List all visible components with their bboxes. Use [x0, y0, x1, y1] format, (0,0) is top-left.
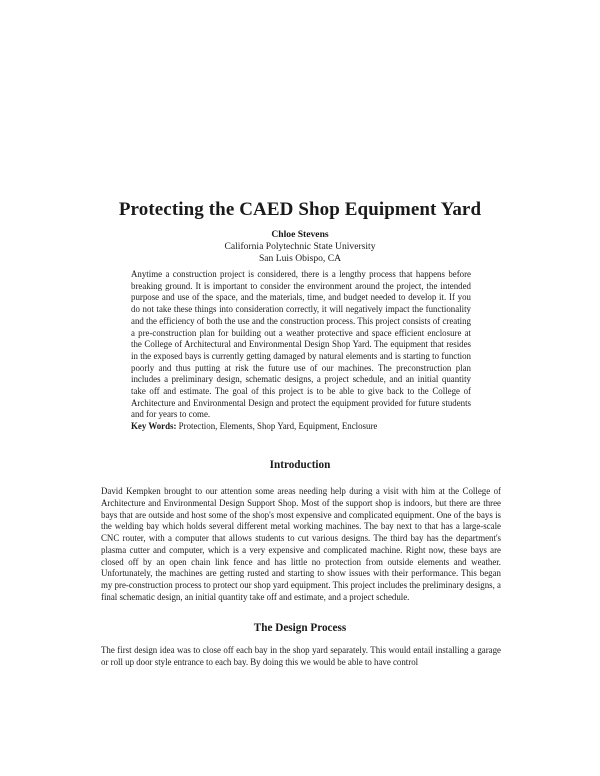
abstract: Anytime a construction project is considered, there is a lengthy process that happens before breaking ground. It is important to consider the environment around the project, the intended purpose and use of the space, and the materials, time, and budget needed to develop it. If you do not take these things into consideration correctly, it will negatively impact the functionality and the efficiency of both the use and the construction process. This project consists of creating a pre-construction plan for building out a weather protective and space efficient enclosure at the College of Architectural and Environmental Design Shop Yard. The equipment that resides in the exposed bays is currently getting damaged by natural elements and is starting to function poorly and thus putting at risk the future use of our machines. The preconstruction plan includes a preliminary design, schematic designs, a project schedule, and an initial quantity take off and estimate. The goal of this project is to be able to give back to the College of Architecture and Environmental Design and protect the equipment provided for future students and for years to come. [131, 269, 471, 420]
introduction-body: David Kempken brought to our attention some areas needing help during a visit with him at the College of Architecture and Environmental Design Support Shop. Most of the support shop is indoors, but there are three bays that are outside and host some of the shop's most expensive and complicated equipment. One of the bays is the welding bay which holds several different metal working machines. The bay next to that has a large-scale CNC router, with a computer that allows students to cut various designs. The third bay has the department's plasma cutter and computer, which is a very expensive and complicated machine. Right now, these bays are closed off by an open chain link fence and has little no protection from outside elements and weather. Unfortunately, the machines are getting rusted and starting to show issues with their performance. This began my pre-construction process to protect our shop yard equipment. This project includes the preliminary designs, a final schematic design, an initial quantity take off and estimate, and a project schedule. [101, 486, 501, 602]
keywords [131, 421, 471, 431]
author-block [0, 229, 600, 265]
author-name: Chloe Stevens [271, 229, 329, 240]
keywords-label: Key Words: [131, 421, 177, 431]
design-process-body: The first design idea was to close off each bay in the shop yard separately. This would entail installing a garage or roll up door style entrance to each bay. By doing this we would be able to have control [101, 645, 501, 667]
design-process-heading: The Design Process [253, 622, 347, 634]
introduction-heading: Introduction [269, 459, 331, 471]
paper-title: Protecting the CAED Shop Equipment Yard [118, 199, 482, 220]
author-location: San Luis Obispo, CA [258, 253, 342, 264]
author-affiliation: California Polytechnic State University [224, 241, 376, 252]
keywords-text: Protection, Elements, Shop Yard, Equipment, Enclosure [178, 421, 378, 431]
